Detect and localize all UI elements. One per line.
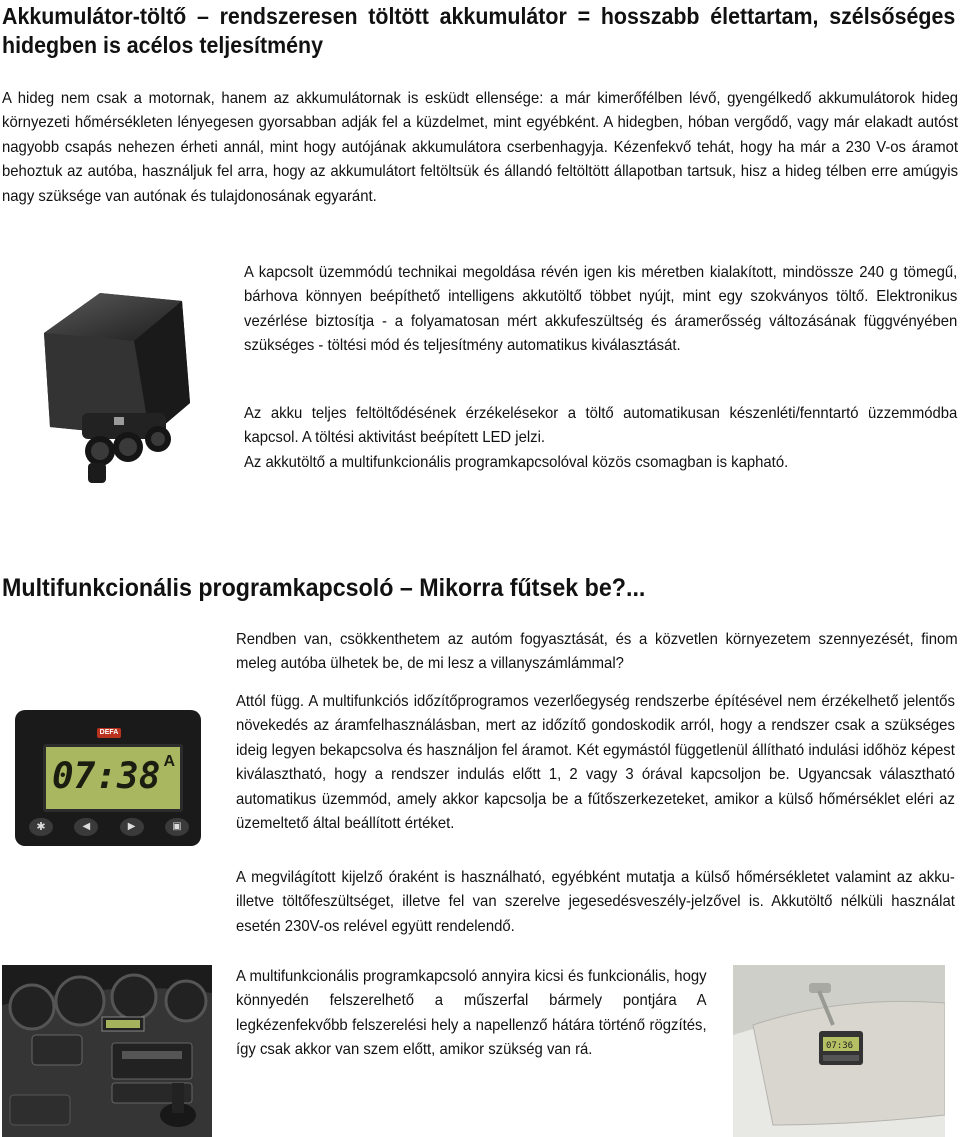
mounting-paragraph: A multifunkcionális programkapcsoló annyira kicsi és funkcionális, hogy könnyedén felszerelhető a műszerfal bármely pontjára A legkézenfekvőbb felszerelési hely a napellenző hátára történő rögzítés, így csak akkor van szem előtt, amikor szükség van rá. [236, 968, 707, 1059]
left-button[interactable]: ◀ [74, 818, 98, 836]
intro-paragraph: A hideg nem csak a motornak, hanem az akkumulátornak is esküdt ellensége: a már kimerőfélben lévő, gyengélkedő akkumulátorok hideg környezeti hőmérsékleten lényegesen gyorsabban adják fel a küzdelmet, mint egyébként. A hidegben, hóban vergődő, vagy már elakadt autóst nagyobb csapás nehezen érheti annál, mint hogy autójának akkumulátora cserbenhagyja. Kézenfekvő tehát, hogy ha már a 230 V-os áramot behoztuk az autóba, használjuk fel arra, hogy az akkumulátort feltöltsük és állandó feltöltött állapotban tartsuk, hisz a hideg télben erre amúgyis nagy szüksége van autónak és tulajdonosának egyaránt. [2, 90, 959, 205]
brand-logo [97, 728, 121, 738]
lcd-display [43, 744, 183, 812]
charger-standby-text: Az akku teljes feltöltődésének érzékelésekor a töltő automatikusan készenléti/fenntartó üzzemmódba kapcsol. A töltési aktivitást beépített LED jelzi. [244, 405, 958, 447]
dashboard-mount-image [2, 965, 212, 1137]
brand-logo-text: DEFA [99, 729, 119, 736]
star-button[interactable]: ✱ [29, 818, 53, 836]
battery-charger-image [30, 285, 200, 485]
right-button[interactable]: ▶ [120, 818, 144, 836]
timer-device-image [15, 710, 201, 846]
lcd-time: 07:38 [52, 756, 161, 797]
timer-explanation-paragraph: Attól függ. A multifunkciós időzítőprogramos vezerlőegység rendszerbe építésével nem érzékelhető jelentős növekedés az áramfelhasználásban, mert az időzítő gondoskodik arról, hogy a rendszer csak a szükséges ideig legyen bekapcsolva és használjon fel áramot. Két egymástól függetlenül állítható indulási időhöz képest kiválasztható, hogy a rendszer indulás előtt 1, 2 vagy 3 órával kapcsoljon be. Ugyancsak választható automatikus üzemmód, amely akkor kapcsolja be a fűtőszerkezeteket, amikor a külső hőmérséklet eléri az üzemeltető által beállított értéket. [236, 693, 955, 833]
charger-package-text: Az akkutöltő a multifunkcionális programkapcsolóval közös csomagban is kapható. [244, 454, 789, 471]
section-title: Multifunkcionális programkapcsoló – Mikorra fűtsek be?... [2, 574, 646, 602]
lcd-mode: A [163, 753, 175, 770]
charger-description: A kapcsolt üzemmódú technikai megoldása révén igen kis méretben kialakított, mindössze 240 g tömegű, bárhova könnyen beépíthető intelligens akkutöltő többet nyújt, mint egy szokványos töltő. Elektronikus vezérlése biztosítja - a folyamatosan mért akkufeszültség és áramerősség változásának függvényében szükséges - töltési mód és teljesítmény automatikus kiválasztását. [244, 264, 958, 355]
display-features-paragraph: A megvilágított kijelző óraként is használható, egyébként mutatja a külső hőmérsékletet valamint az akku- illetve töltőfeszültséget, illetve fel van szerelve jegesedésveszély-jelzővel is. Akkutöltő nélküli használat esetén 230V-os relével együtt rendelendő. [236, 869, 955, 935]
page-title: Akkumulátor-töltő – rendszeresen töltött akkumulátor = hosszabb élettartam, szélsőséges hidegben is acélos teljesítmény [2, 3, 956, 58]
sun-visor-mount-image [733, 965, 945, 1137]
section-intro-paragraph: Rendben van, csökkenthetem az autóm fogyasztását, és a közvetlen környezetem szennyezését, finom meleg autóba ülhetek be, de mi lesz a villanyszámlámmal? [236, 631, 958, 673]
settings-button[interactable]: ▣ [165, 818, 189, 836]
timer-buttons [29, 818, 189, 840]
visor-lcd-time: 07:36 [826, 1041, 854, 1051]
